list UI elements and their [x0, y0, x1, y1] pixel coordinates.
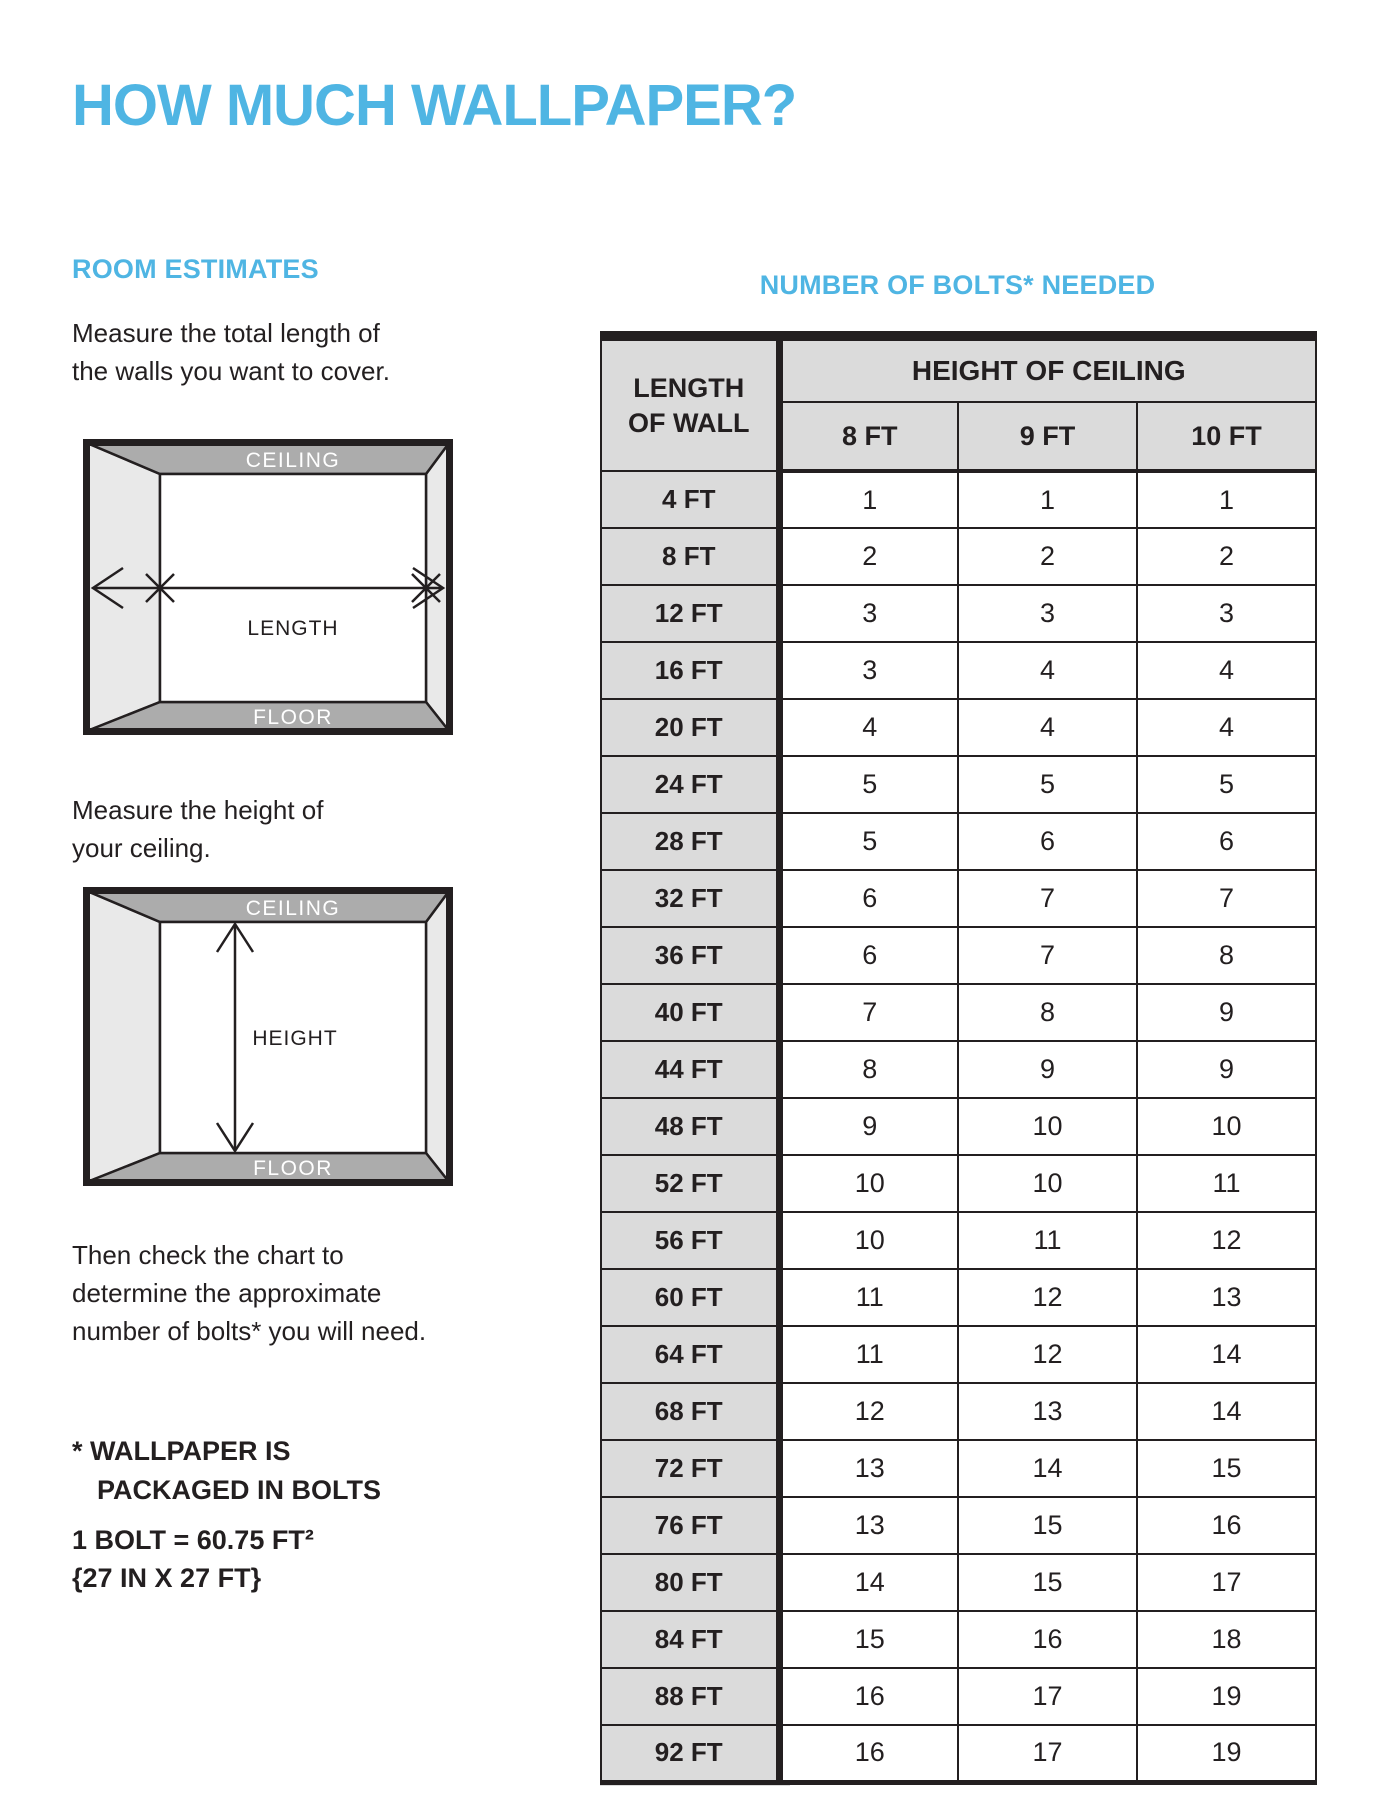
bolt-count-cell: 12: [958, 1269, 1137, 1326]
bolt-count-cell: 1: [779, 471, 958, 528]
bolt-count-cell: 13: [1137, 1269, 1316, 1326]
bolt-count-cell: 2: [1137, 528, 1316, 585]
table-row: [601, 1326, 1316, 1383]
row-label: 64 FT: [601, 1326, 779, 1383]
bolt-count-cell: 7: [958, 927, 1137, 984]
bolt-count-cell: 8: [779, 1041, 958, 1098]
bolt-count-cell: 11: [1137, 1155, 1316, 1212]
floor-label: FLOOR: [253, 1157, 333, 1180]
bolt-count-cell: 8: [958, 984, 1137, 1041]
bolt-count-cell: 11: [779, 1269, 958, 1326]
bolt-count-cell: 5: [779, 813, 958, 870]
row-label: 20 FT: [601, 699, 779, 756]
bolt-count-cell: 9: [958, 1041, 1137, 1098]
table-row: [601, 984, 1316, 1041]
page-title: HOW MUCH WALLPAPER?: [72, 73, 797, 138]
right-wall: [426, 891, 449, 1182]
bolt-count-cell: 3: [958, 585, 1137, 642]
ceiling-label: CEILING: [245, 897, 341, 920]
bolt-count-cell: 17: [958, 1725, 1137, 1782]
bolts-table: [600, 331, 1317, 1785]
bolt-count-cell: 18: [1137, 1611, 1316, 1668]
bolt-count-cell: 1: [1137, 471, 1316, 528]
table-row: [601, 1497, 1316, 1554]
height-dimension-label: HEIGHT: [252, 1027, 338, 1050]
step1-instruction: [72, 314, 390, 390]
row-label: 8 FT: [601, 528, 779, 585]
table-row: [601, 1725, 1316, 1782]
length-dimension-label: LENGTH: [247, 617, 339, 640]
bolt-count-cell: 3: [779, 585, 958, 642]
bolt-count-cell: 10: [958, 1155, 1137, 1212]
table-row: [601, 870, 1316, 927]
bolt-count-cell: 16: [779, 1668, 958, 1725]
length-of-wall-line2: OF WALL: [628, 407, 750, 438]
bolt-count-cell: 14: [958, 1440, 1137, 1497]
row-label: 76 FT: [601, 1497, 779, 1554]
table-row: [601, 1155, 1316, 1212]
bolt-count-cell: 9: [779, 1098, 958, 1155]
length-of-wall-header: [601, 336, 779, 471]
bolt-dimensions: {27 IN X 27 FT}: [72, 1563, 262, 1593]
table-row: [601, 642, 1316, 699]
row-label: 92 FT: [601, 1725, 779, 1782]
row-label: 32 FT: [601, 870, 779, 927]
bolt-count-cell: 5: [1137, 756, 1316, 813]
table-row: [601, 927, 1316, 984]
bolt-count-cell: 11: [958, 1212, 1137, 1269]
bolt-count-cell: 12: [779, 1383, 958, 1440]
bolt-count-cell: 13: [958, 1383, 1137, 1440]
row-label: 60 FT: [601, 1269, 779, 1326]
row-label: 52 FT: [601, 1155, 779, 1212]
table-row: [601, 1098, 1316, 1155]
bolt-count-cell: 3: [779, 642, 958, 699]
step3-line2: determine the approximate: [72, 1278, 382, 1308]
bolt-count-cell: 5: [958, 756, 1137, 813]
bolt-count-cell: 15: [779, 1611, 958, 1668]
footnote-line1: * WALLPAPER IS: [72, 1436, 291, 1466]
ceiling-label: CEILING: [245, 449, 341, 472]
row-label: 12 FT: [601, 585, 779, 642]
bolt-count-cell: 16: [779, 1725, 958, 1782]
bolt-count-cell: 10: [958, 1098, 1137, 1155]
bolt-count-cell: 17: [958, 1668, 1137, 1725]
bolt-count-cell: 12: [958, 1326, 1137, 1383]
footnote-line2: PACKAGED IN BOLTS: [97, 1475, 382, 1505]
bolt-count-cell: 1: [958, 471, 1137, 528]
table-row: [601, 1041, 1316, 1098]
bolt-count-cell: 10: [779, 1212, 958, 1269]
bolt-count-cell: 12: [1137, 1212, 1316, 1269]
bolt-count-cell: 14: [1137, 1383, 1316, 1440]
table-row: [601, 528, 1316, 585]
bolt-count-cell: 7: [779, 984, 958, 1041]
row-label: 72 FT: [601, 1440, 779, 1497]
bolt-equation: 1 BOLT = 60.75 FT²: [72, 1525, 314, 1555]
room-estimates-heading: ROOM ESTIMATES: [72, 254, 319, 284]
bolt-count-cell: 4: [1137, 699, 1316, 756]
bolt-count-cell: 6: [779, 927, 958, 984]
bolt-count-cell: 13: [779, 1440, 958, 1497]
bolts-table-body: [601, 471, 1316, 1782]
table-row: [601, 1440, 1316, 1497]
bolt-count-cell: 6: [779, 870, 958, 927]
table-row: [601, 585, 1316, 642]
bolt-count-cell: 4: [958, 642, 1137, 699]
bolt-count-cell: 7: [1137, 870, 1316, 927]
bolt-count-cell: 9: [1137, 1041, 1316, 1098]
bolts-table-heading: NUMBER OF BOLTS* NEEDED: [759, 270, 1156, 300]
table-row: [601, 1668, 1316, 1725]
table-row: [601, 1554, 1316, 1611]
table-row: [601, 1212, 1316, 1269]
step1-line1: Measure the total length of: [72, 318, 380, 348]
bolt-count-cell: 15: [1137, 1440, 1316, 1497]
row-label: 28 FT: [601, 813, 779, 870]
bolt-count-cell: 4: [779, 699, 958, 756]
bolt-count-cell: 19: [1137, 1725, 1316, 1782]
col-header-10ft: 10 FT: [1137, 402, 1316, 471]
row-label: 80 FT: [601, 1554, 779, 1611]
bolt-count-cell: 4: [1137, 642, 1316, 699]
table-row: [601, 813, 1316, 870]
table-row: [601, 699, 1316, 756]
bolt-count-cell: 16: [958, 1611, 1137, 1668]
table-header-row-1: [601, 336, 1316, 402]
row-label: 88 FT: [601, 1668, 779, 1725]
floor-label: FLOOR: [253, 706, 333, 729]
bolt-count-cell: 2: [958, 528, 1137, 585]
table-row: [601, 471, 1316, 528]
col-header-8ft: 8 FT: [779, 402, 958, 471]
bolt-count-cell: 8: [1137, 927, 1316, 984]
table-row: [601, 1269, 1316, 1326]
step2-line1: Measure the height of: [72, 795, 324, 825]
row-label: 84 FT: [601, 1611, 779, 1668]
row-label: 56 FT: [601, 1212, 779, 1269]
bolt-count-cell: 4: [958, 699, 1137, 756]
wallpaper-footnote: [72, 1432, 381, 1510]
row-label: 48 FT: [601, 1098, 779, 1155]
bolt-count-cell: 11: [779, 1326, 958, 1383]
left-wall: [87, 891, 160, 1182]
bolt-count-cell: 7: [958, 870, 1137, 927]
bolt-count-cell: 19: [1137, 1668, 1316, 1725]
row-label: 68 FT: [601, 1383, 779, 1440]
table-row: [601, 756, 1316, 813]
bolt-count-cell: 2: [779, 528, 958, 585]
step3-instruction: [72, 1236, 426, 1350]
bolt-count-cell: 14: [1137, 1326, 1316, 1383]
bolt-count-cell: 17: [1137, 1554, 1316, 1611]
step3-line1: Then check the chart to: [72, 1240, 344, 1270]
step1-line2: the walls you want to cover.: [72, 356, 390, 386]
room-length-diagram: [83, 439, 453, 735]
table-row: [601, 1611, 1316, 1668]
bolt-count-cell: 15: [958, 1554, 1137, 1611]
row-label: 24 FT: [601, 756, 779, 813]
length-of-wall-line1: LENGTH: [633, 372, 745, 403]
bolt-count-cell: 10: [1137, 1098, 1316, 1155]
row-label: 44 FT: [601, 1041, 779, 1098]
bolt-count-cell: 13: [779, 1497, 958, 1554]
bolt-count-cell: 3: [1137, 585, 1316, 642]
row-label: 36 FT: [601, 927, 779, 984]
bolt-count-cell: 9: [1137, 984, 1316, 1041]
bolt-count-cell: 16: [1137, 1497, 1316, 1554]
table-row: [601, 1383, 1316, 1440]
bolt-count-cell: 14: [779, 1554, 958, 1611]
bolt-count-cell: 10: [779, 1155, 958, 1212]
step3-line3: number of bolts* you will need.: [72, 1316, 427, 1346]
row-label: 16 FT: [601, 642, 779, 699]
bolt-count-cell: 6: [958, 813, 1137, 870]
bolt-count-cell: 15: [958, 1497, 1137, 1554]
step2-line2: your ceiling.: [72, 833, 211, 863]
col-header-9ft: 9 FT: [958, 402, 1137, 471]
row-label: 4 FT: [601, 471, 779, 528]
height-of-ceiling-header: HEIGHT OF CEILING: [779, 336, 1316, 402]
row-label: 40 FT: [601, 984, 779, 1041]
bolt-count-cell: 6: [1137, 813, 1316, 870]
step2-instruction: [72, 791, 324, 867]
bolt-count-cell: 5: [779, 756, 958, 813]
room-height-diagram: [83, 887, 453, 1186]
